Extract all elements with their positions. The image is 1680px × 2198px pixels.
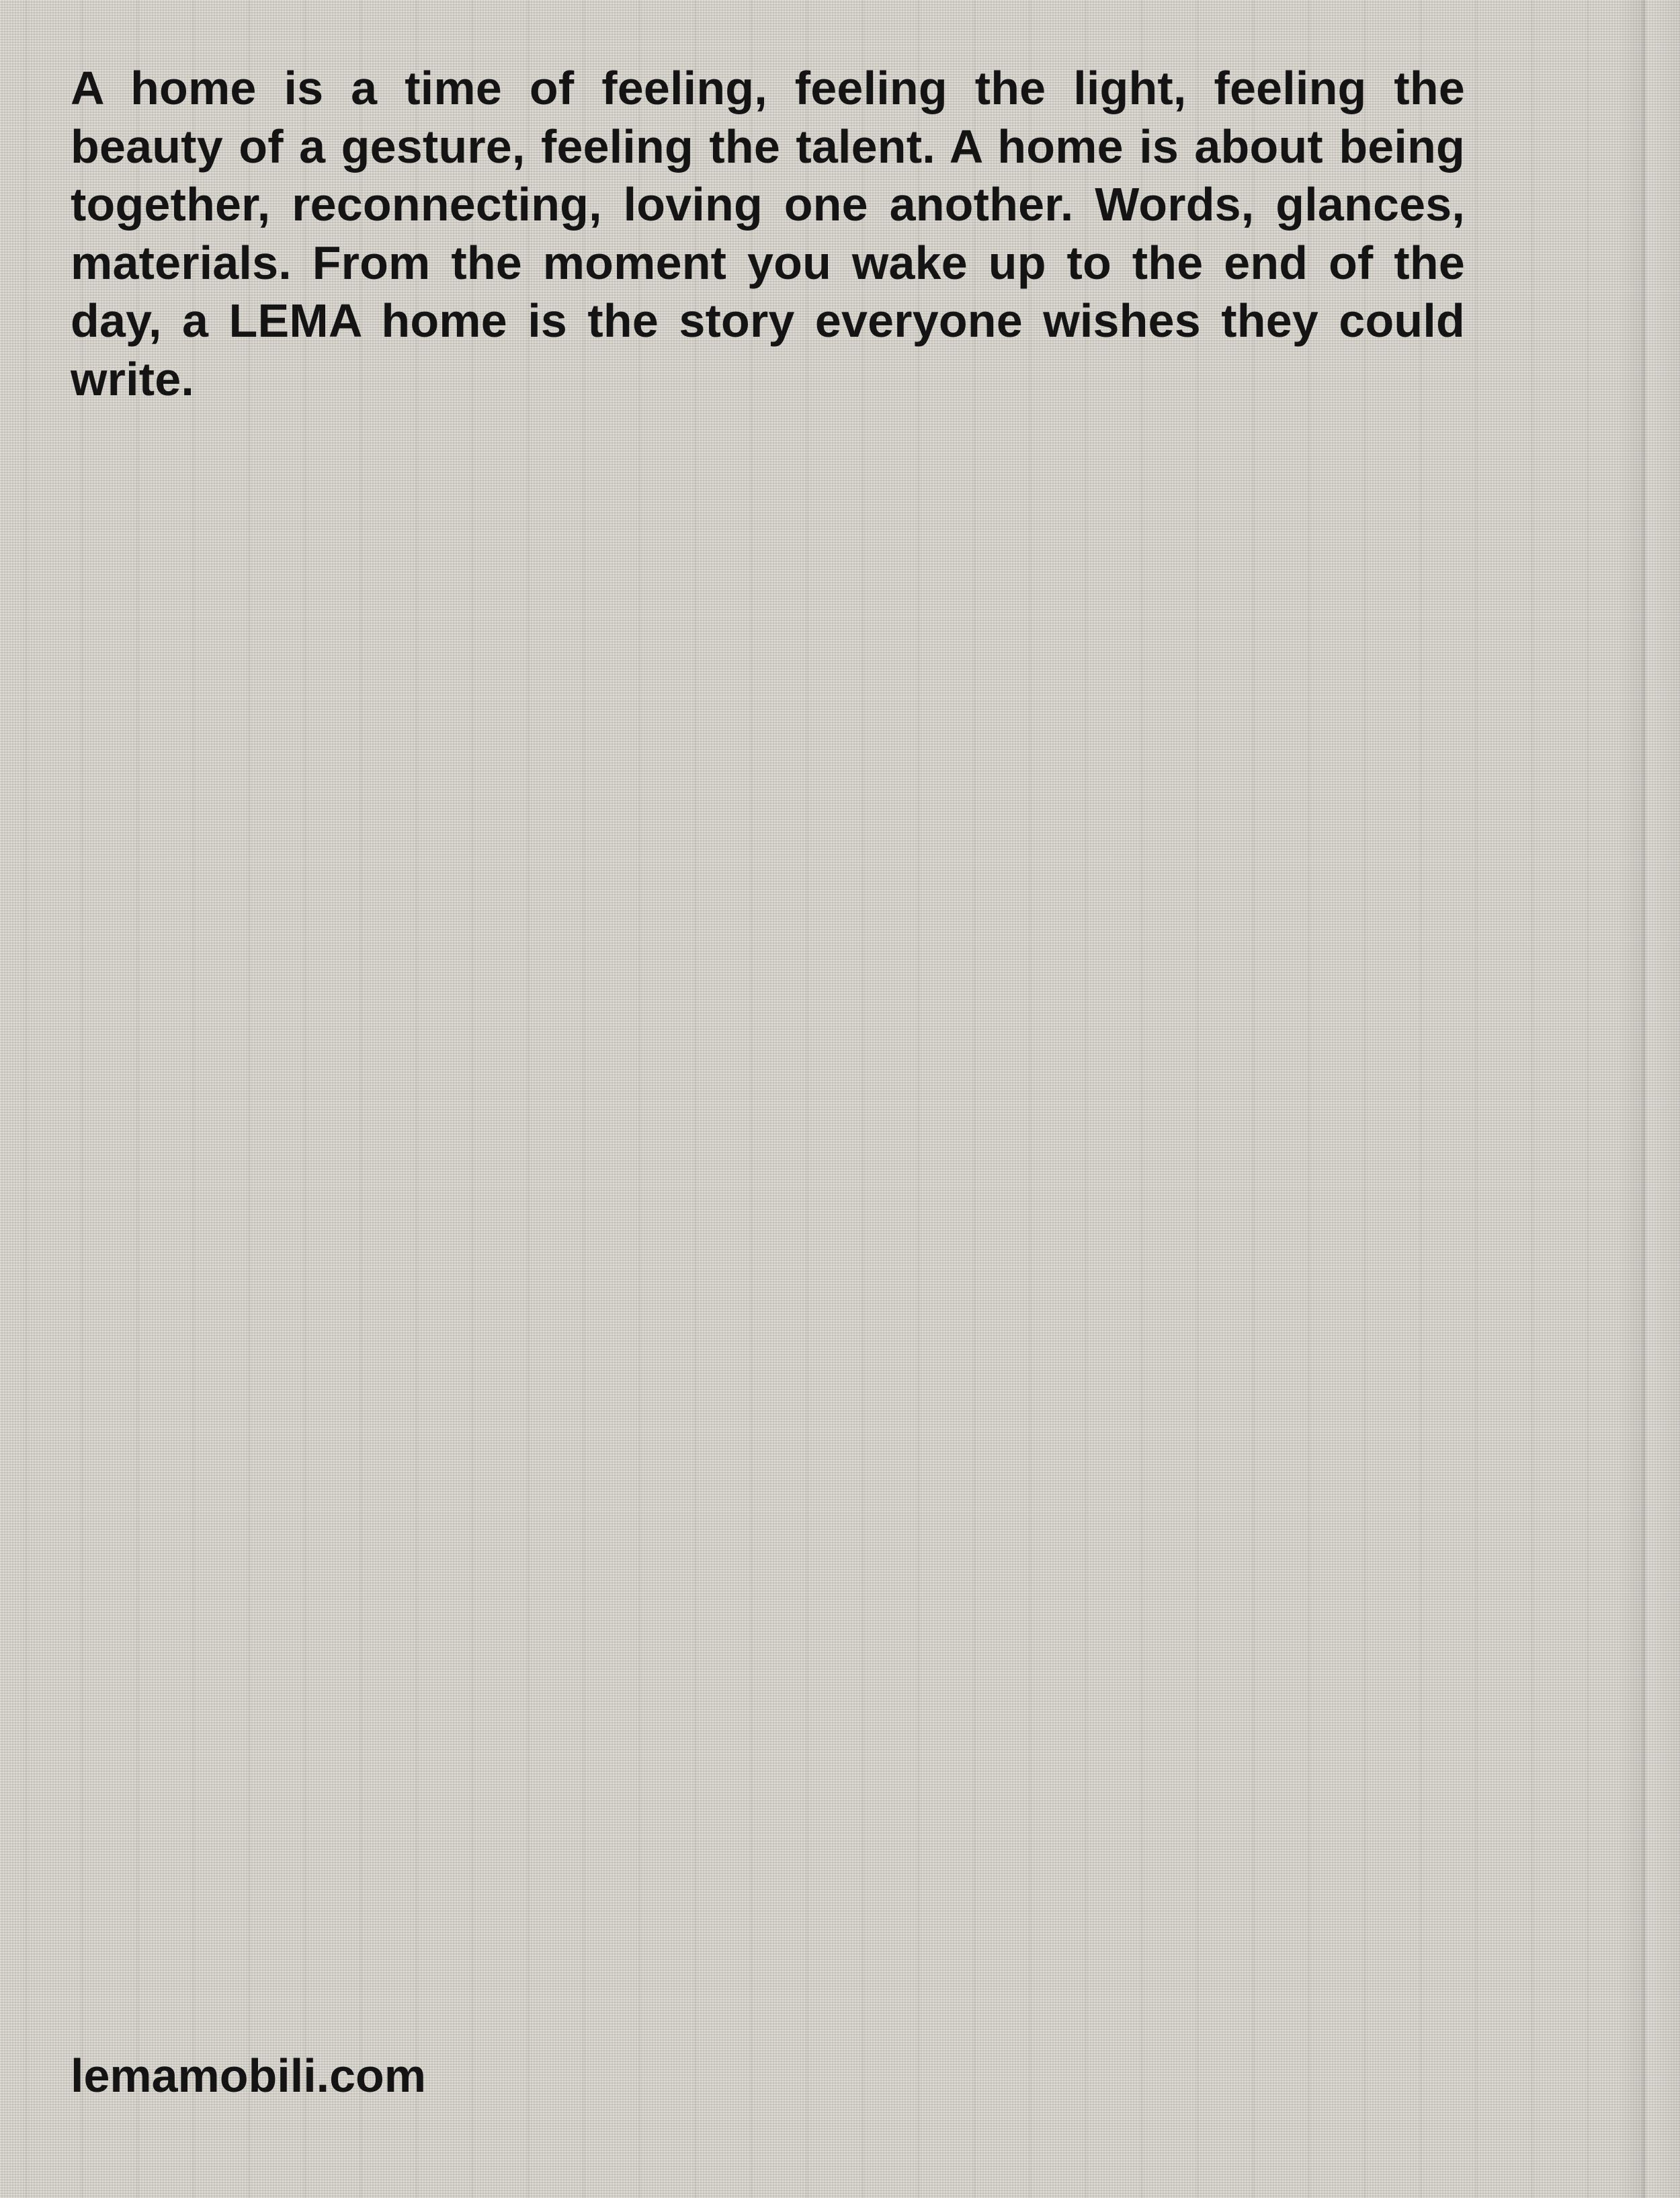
intro-paragraph: A home is a time of feeling, feeling the light, feeling the beauty of a gesture, feeling the talent. A home is about being together, reconnecting, loving one another. Words, glances, materials. From the moment you wake up to the end of the day, a LEMA home is the story everyone wishes they could write.: [71, 62, 1465, 405]
website-url: lemamobili.com: [71, 2049, 427, 2102]
cover-spine-edge: [1620, 0, 1680, 2198]
